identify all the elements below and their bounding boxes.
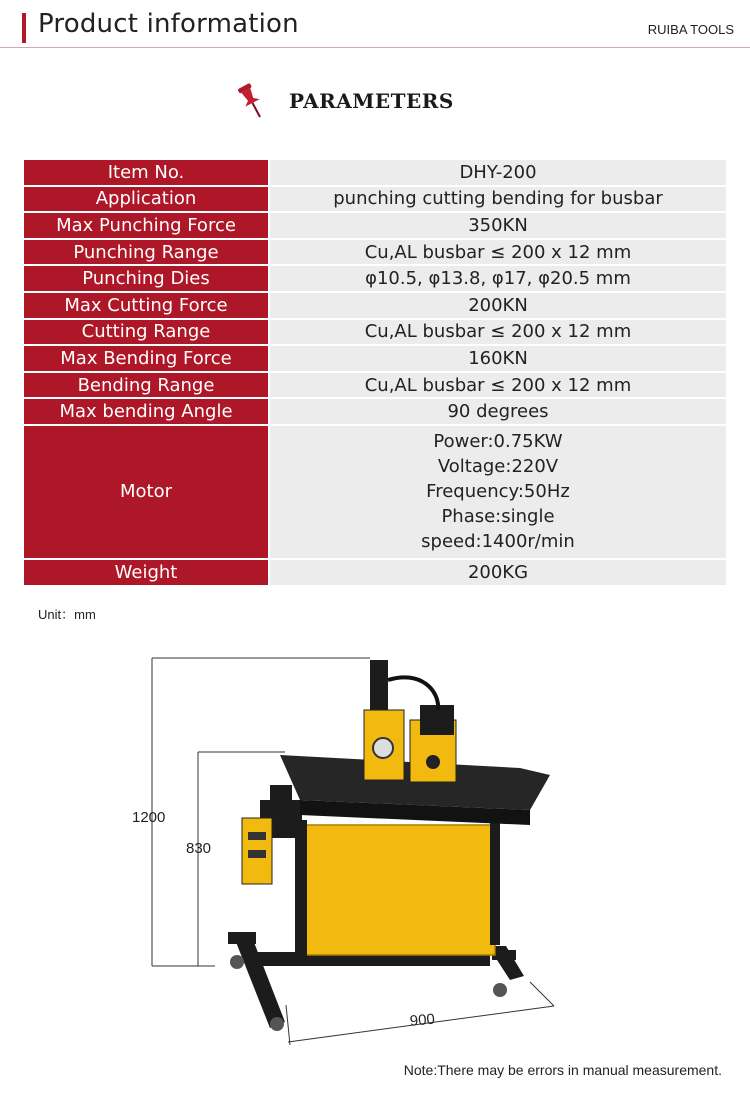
row-label: Punching Dies bbox=[24, 266, 268, 291]
row-label: Cutting Range bbox=[24, 320, 268, 345]
motor-power: Power:0.75KW bbox=[433, 431, 563, 453]
unit-note: Unit：mm bbox=[38, 607, 96, 622]
motor-specs bbox=[270, 426, 726, 558]
header-divider bbox=[0, 47, 750, 48]
row-label: Punching Range bbox=[24, 240, 268, 265]
row-value: 160KN bbox=[270, 346, 726, 371]
row-value: φ10.5, φ13.8, φ17, φ20.5 mm bbox=[270, 266, 726, 291]
table-row bbox=[24, 346, 726, 371]
table-row-motor bbox=[24, 426, 726, 558]
row-label: Application bbox=[24, 187, 268, 212]
row-label: Motor bbox=[24, 426, 268, 558]
dimension-height-total: 1200 bbox=[132, 809, 166, 826]
table-row bbox=[24, 160, 726, 185]
motor-phase: Phase:single bbox=[441, 506, 555, 528]
row-value: DHY-200 bbox=[270, 160, 726, 185]
dimension-height-table: 830 bbox=[186, 840, 212, 857]
pushpin-icon bbox=[236, 82, 268, 122]
table-row bbox=[24, 373, 726, 398]
row-value: punching cutting bending for busbar bbox=[270, 187, 726, 212]
table-row bbox=[24, 213, 726, 238]
page-header bbox=[0, 0, 750, 48]
row-value: Cu,AL busbar ≤ 200 x 12 mm bbox=[270, 373, 726, 398]
brand-name: RUIBA TOOLS bbox=[647, 22, 734, 37]
row-value: 350KN bbox=[270, 213, 726, 238]
table-row bbox=[24, 240, 726, 265]
spec-table bbox=[24, 160, 726, 587]
row-label: Max Cutting Force bbox=[24, 293, 268, 318]
row-label: Max Punching Force bbox=[24, 213, 268, 238]
table-row bbox=[24, 266, 726, 291]
motor-speed: speed:1400r/min bbox=[421, 531, 575, 553]
row-value: Cu,AL busbar ≤ 200 x 12 mm bbox=[270, 320, 726, 345]
row-label: Max Bending Force bbox=[24, 346, 268, 371]
dimension-width: 900 bbox=[409, 1010, 436, 1030]
row-value: Cu,AL busbar ≤ 200 x 12 mm bbox=[270, 240, 726, 265]
table-row bbox=[24, 293, 726, 318]
row-label: Weight bbox=[24, 560, 268, 585]
table-row bbox=[24, 399, 726, 424]
row-label: Bending Range bbox=[24, 373, 268, 398]
motor-voltage: Voltage:220V bbox=[437, 456, 559, 478]
measurement-note: Note:There may be errors in manual measurement. bbox=[403, 1062, 722, 1078]
row-value: 90 degrees bbox=[270, 399, 726, 424]
header-accent-bar bbox=[22, 13, 26, 43]
row-value: 200KG bbox=[270, 560, 726, 585]
machine-illustration bbox=[120, 650, 600, 1060]
row-label: Max bending Angle bbox=[24, 399, 268, 424]
table-row bbox=[24, 320, 726, 345]
pressure-gauge-icon bbox=[373, 738, 393, 758]
row-label: Item No. bbox=[24, 160, 268, 185]
section-title: PARAMETERS bbox=[289, 89, 454, 113]
table-row bbox=[24, 560, 726, 585]
motor-frequency: Frequency:50Hz bbox=[426, 481, 570, 503]
table-row bbox=[24, 187, 726, 212]
machine-cabinet bbox=[300, 825, 495, 955]
row-value: 200KN bbox=[270, 293, 726, 318]
header-title: Product information bbox=[38, 9, 299, 39]
